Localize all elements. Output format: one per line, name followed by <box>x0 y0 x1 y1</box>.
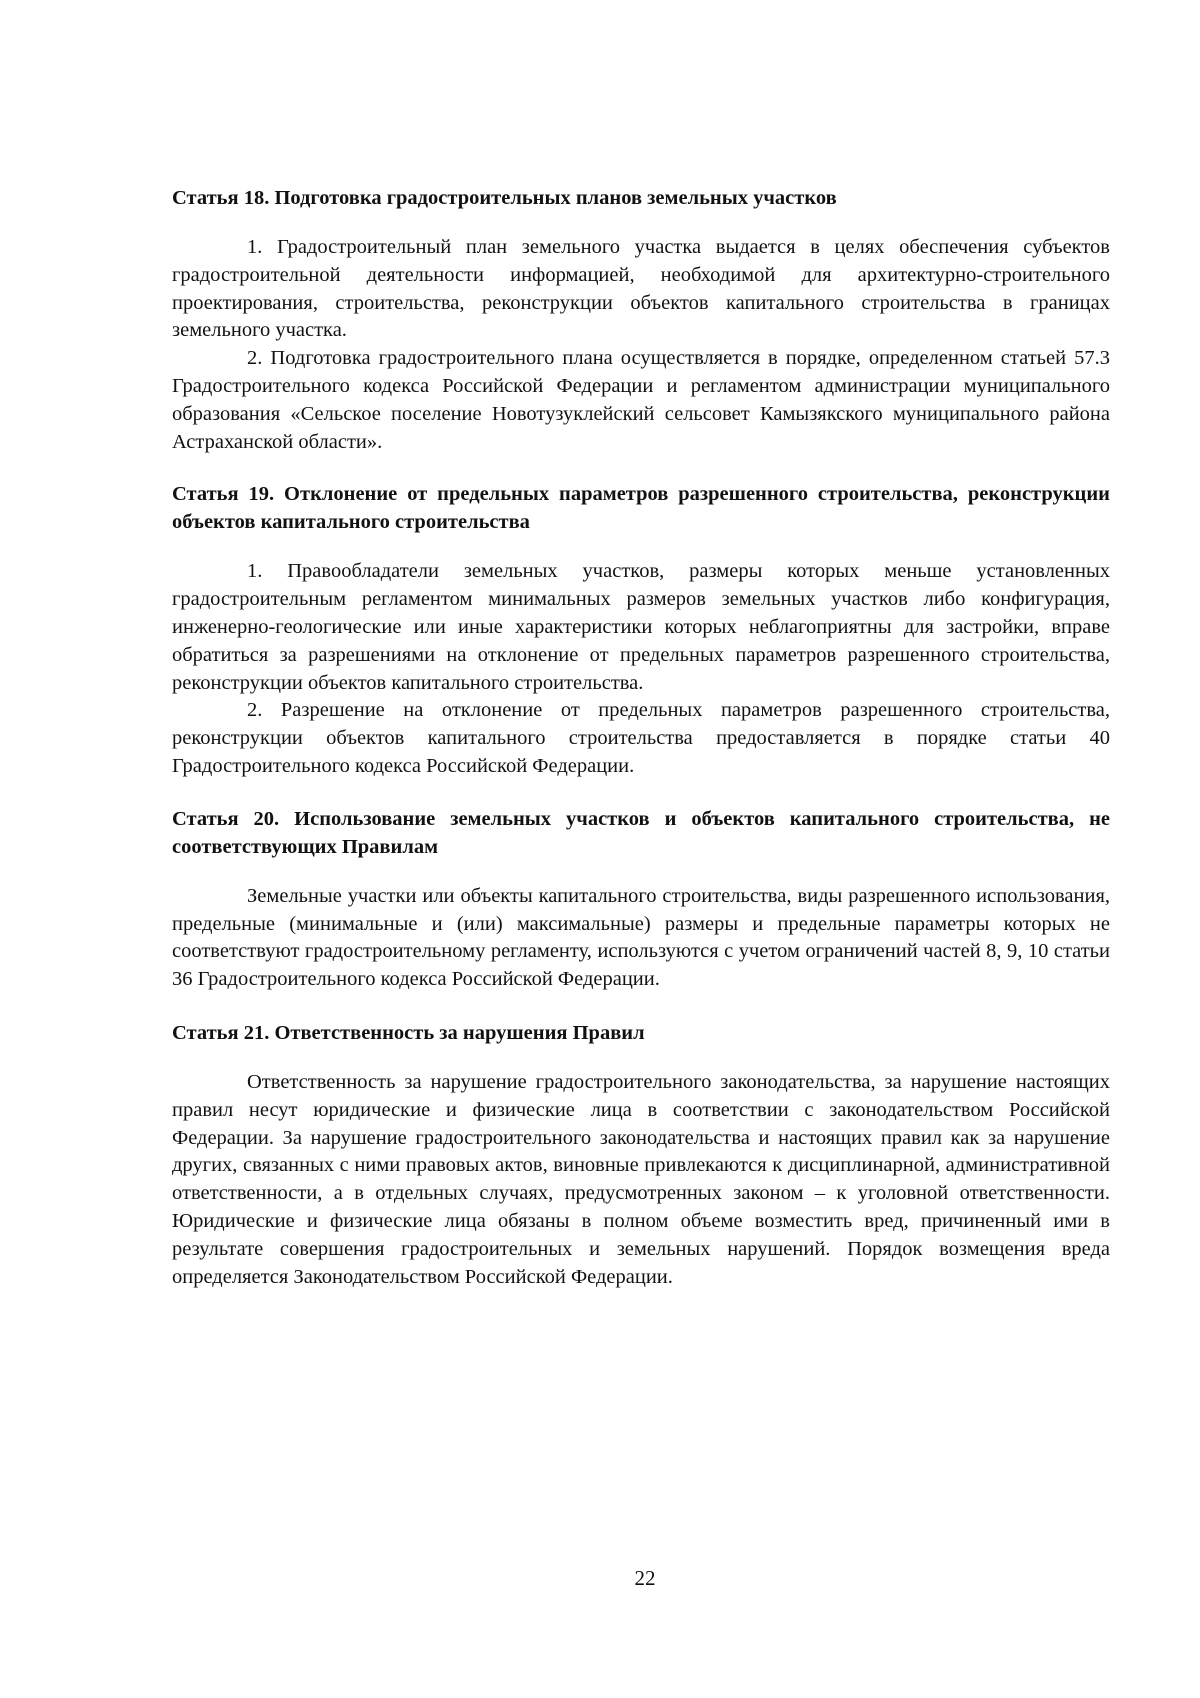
article-21-paragraph-1: Ответственность за нарушение градостроительного законодательства, за нарушение настоящих правил несут юридические и физические лица в соответствии с законодательством Российской Федерации. За нарушение градостроительного законодательства и настоящих правил как за нарушение других, связанных с ними правовых актов, виновные привлекаются к дисциплинарной, административной ответственности, а в отдельных случаях, предусмотренных законом – к уголовной ответственности. Юридические и физические лица обязаны в полном объеме возместить вред, причиненный ими в результате совершения градостроительных и земельных нарушений. Порядок возмещения вреда определяется Законодательством Российской Федерации. <box>172 1070 1110 1288</box>
article-21-heading: Статья 21. Ответственность за нарушения Правил <box>172 1021 645 1044</box>
article-18 <box>172 184 1110 456</box>
document-body <box>172 184 1110 1291</box>
page-number: 22 <box>634 1566 656 1590</box>
article-19-paragraph-2: 2. Разрешение на отклонение от предельных параметров разрешенного строительства, реконструкции объектов капитального строительства предоставляется в порядке статьи 40 Градостроительного кодекса Российской Федерации. <box>172 699 1110 777</box>
article-20-heading: Статья 20. Использование земельных участков и объектов капитального строительства, не соответствующих Правилам <box>172 807 1110 858</box>
article-20 <box>172 805 1110 994</box>
article-18-paragraph-1: 1. Градостроительный план земельного участка выдается в целях обеспечения субъектов градостроительной деятельности информацией, необходимой для архитектурно-строительного проектирования, строительства, реконструкции объектов капитального строительства в границах земельного участка. <box>172 236 1110 342</box>
article-18-paragraph-2: 2. Подготовка градостроительного плана осуществляется в порядке, определенном статьей 57.3 Градостроительного кодекса Российской Федерации и регламентом администрации муниципального образования «Сельское поселение Новотузуклейский сельсовет Камызякского муниципального района Астраханской области». <box>172 347 1110 453</box>
article-18-heading: Статья 18. Подготовка градостроительных планов земельных участков <box>172 187 837 209</box>
article-20-paragraph-1: Земельные участки или объекты капитального строительства, виды разрешенного использования, предельные (минимальные и (или) максимальные) размеры и предельные параметры которых не соответствуют градостроительному регламенту, используются с учетом ограничений частей 8, 9, 10 статьи 36 Градостроительного кодекса Российской Федерации. <box>172 884 1110 991</box>
article-19-paragraph-1: 1. Правообладатели земельных участков, размеры которых меньше установленных градостроительным регламентом минимальных размеров земельных участков либо конфигурация, инженерно-геологические или иные характеристики которых неблагоприятны для застройки, вправе обратиться за разрешениями на отклонение от предельных параметров разрешенного строительства, реконструкции объектов капитального строительства. <box>172 560 1110 694</box>
article-21 <box>172 1019 1110 1291</box>
article-19 <box>172 480 1110 780</box>
article-19-heading: Статья 19. Отклонение от предельных параметров разрешенного строительства, реконструкции объектов капитального строительства <box>172 483 1110 534</box>
